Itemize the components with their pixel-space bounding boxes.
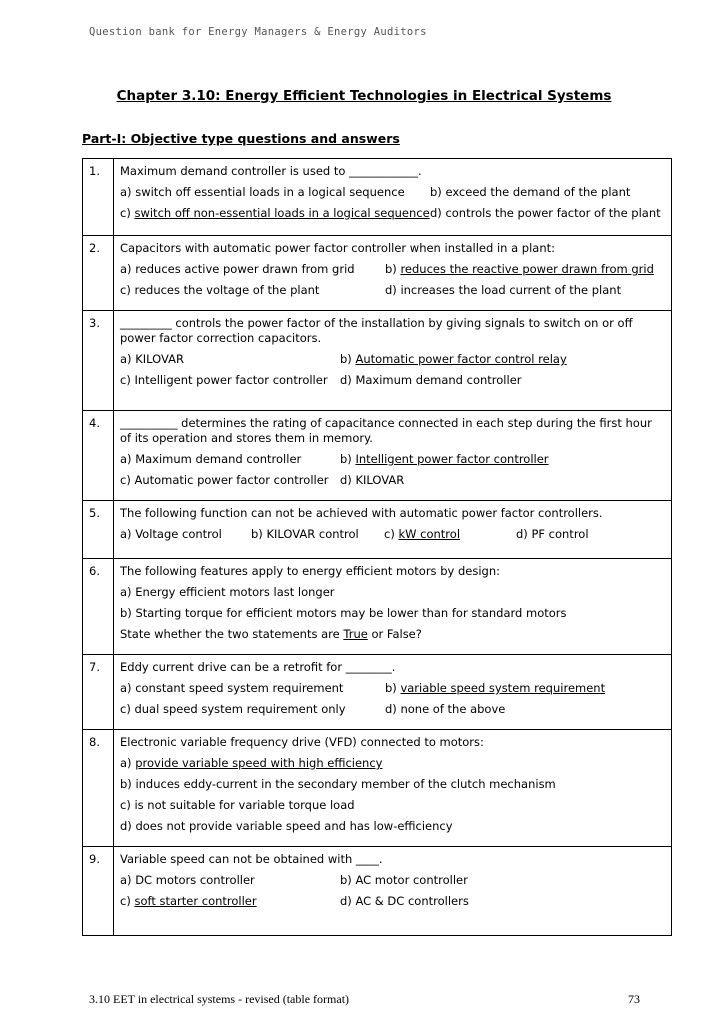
option-letter: a) <box>120 527 136 541</box>
page-footer <box>89 992 640 1007</box>
option-text: soft starter controller <box>134 894 257 908</box>
question-row <box>83 730 672 847</box>
question-text: __________ determines the rating of capacitance connected in each step during the first hour of its operation and stores them in memory. <box>120 416 652 445</box>
answer-option <box>120 262 385 277</box>
question-row <box>83 411 672 501</box>
question-statement: b) Starting torque for efficient motors may be lower than for standard motors <box>120 606 567 620</box>
option-letter: a) <box>120 873 136 887</box>
option-text: Maximum demand controller <box>355 373 522 387</box>
option-letter: d) <box>340 473 356 487</box>
answer-option-correct <box>385 681 605 696</box>
option-text: Voltage control <box>135 527 222 541</box>
question-number: 2. <box>83 236 114 311</box>
option-text: Maximum demand controller <box>135 452 302 466</box>
true-false-prompt <box>120 627 665 642</box>
options-row <box>120 873 665 888</box>
option-letter: a) <box>120 262 136 276</box>
option-text: does not provide variable speed and has low-efficiency <box>135 819 453 833</box>
option-text: is not suitable for variable torque load <box>134 798 355 812</box>
correct-answer: True <box>343 627 368 641</box>
option-text: induces eddy-current in the secondary member of the clutch mechanism <box>135 777 556 791</box>
option-letter: a) <box>120 352 136 366</box>
answer-option-correct <box>120 894 340 909</box>
option-text: reduces active power drawn from grid <box>135 262 355 276</box>
option-letter: d) <box>120 819 136 833</box>
option-letter: c) <box>120 894 135 908</box>
question-text: Electronic variable frequency drive (VFD) connected to motors: <box>120 735 484 749</box>
option-letter: a) <box>120 681 136 695</box>
option-letter: b) <box>340 452 356 466</box>
option-text: Automatic power factor control relay <box>355 352 567 366</box>
options-row <box>120 527 665 542</box>
option-letter: a) <box>120 452 136 466</box>
option-letter: c) <box>120 206 135 220</box>
option-text: AC motor controller <box>355 873 468 887</box>
options-row <box>120 756 665 771</box>
answer-option <box>516 527 589 542</box>
option-text: Automatic power factor controller <box>134 473 329 487</box>
options-row <box>120 681 665 696</box>
answer-option-correct <box>120 206 430 221</box>
question-number: 9. <box>83 847 114 936</box>
question-body <box>114 655 672 730</box>
question-body <box>114 236 672 311</box>
option-letter: b) <box>430 185 446 199</box>
questions-table <box>82 158 672 936</box>
option-text: KILOVAR <box>135 352 184 366</box>
option-letter: b) <box>120 777 136 791</box>
chapter-title: Chapter 3.10: Energy Efficient Technologies in Electrical Systems <box>116 88 612 104</box>
question-number: 3. <box>83 311 114 411</box>
answer-option <box>385 702 505 717</box>
option-text: KILOVAR <box>355 473 405 487</box>
answer-option <box>120 873 340 888</box>
option-letter: d) <box>385 283 401 297</box>
option-text: Intelligent power factor controller <box>134 373 328 387</box>
answer-option-correct <box>340 452 549 467</box>
option-letter: c) <box>120 473 135 487</box>
option-letter: c) <box>120 798 135 812</box>
option-letter: a) <box>120 756 136 770</box>
answer-option <box>430 206 661 221</box>
answer-option-correct <box>385 262 654 277</box>
answer-option <box>340 894 469 909</box>
option-text: KILOVAR control <box>266 527 359 541</box>
option-text: Intelligent power factor controller <box>355 452 549 466</box>
option-text: increases the load current of the plant <box>400 283 622 297</box>
option-text: exceed the demand of the plant <box>445 185 631 199</box>
option-letter: d) <box>340 373 356 387</box>
options-row <box>120 819 665 834</box>
question-text: The following features apply to energy efficient motors by design: <box>120 564 500 578</box>
option-text: none of the above <box>400 702 506 716</box>
answer-option <box>385 283 621 298</box>
answer-option <box>120 373 340 388</box>
question-number: 6. <box>83 559 114 655</box>
question-row <box>83 236 672 311</box>
question-row <box>83 559 672 655</box>
question-body <box>114 411 672 501</box>
question-text: Eddy current drive can be a retrofit for ________. <box>120 660 396 674</box>
option-text: DC motors controller <box>135 873 255 887</box>
answer-option-correct <box>340 352 567 367</box>
options-row <box>120 206 665 221</box>
option-letter: b) <box>340 873 356 887</box>
answer-option <box>120 283 385 298</box>
answer-option <box>340 373 522 388</box>
option-text: constant speed system requirement <box>135 681 344 695</box>
answer-option <box>120 473 340 488</box>
answer-option <box>120 185 430 200</box>
option-text: PF control <box>531 527 589 541</box>
options-row <box>120 352 665 367</box>
question-text: Maximum demand controller is used to ____________. <box>120 164 422 178</box>
answer-option <box>120 798 355 813</box>
question-text: Capacitors with automatic power factor controller when installed in a plant: <box>120 241 556 255</box>
answer-option-correct <box>120 756 382 771</box>
question-row <box>83 159 672 236</box>
option-letter: d) <box>385 702 401 716</box>
answer-option <box>120 681 385 696</box>
question-number: 1. <box>83 159 114 236</box>
question-body <box>114 559 672 655</box>
part-heading: Part-I: Objective type questions and answers <box>82 131 400 146</box>
option-letter: d) <box>430 206 446 220</box>
answer-option <box>120 352 340 367</box>
question-row <box>83 501 672 559</box>
option-letter: b) <box>340 352 356 366</box>
question-text: Variable speed can not be obtained with ____. <box>120 852 383 866</box>
answer-option <box>120 777 556 792</box>
question-number: 8. <box>83 730 114 847</box>
options-row <box>120 373 665 388</box>
options-row <box>120 283 665 298</box>
option-text: switch off non-essential loads in a logical sequence <box>134 206 430 220</box>
page-number: 73 <box>628 992 640 1006</box>
question-number: 5. <box>83 501 114 559</box>
answer-option <box>430 185 630 200</box>
question-body <box>114 311 672 411</box>
question-body <box>114 730 672 847</box>
question-statement: a) Energy efficient motors last longer <box>120 585 335 599</box>
option-text: kW control <box>398 527 461 541</box>
question-row <box>83 847 672 936</box>
answer-option <box>251 527 384 542</box>
option-letter: c) <box>120 373 135 387</box>
option-text: dual speed system requirement only <box>134 702 346 716</box>
option-text: controls the power factor of the plant <box>445 206 661 220</box>
option-letter: d) <box>516 527 532 541</box>
option-text: variable speed system requirement <box>400 681 606 695</box>
answer-option-correct <box>384 527 516 542</box>
options-row <box>120 452 665 467</box>
question-row <box>83 655 672 730</box>
question-text: The following function can not be achieved with automatic power factor controllers. <box>120 506 603 520</box>
option-text: reduces the voltage of the plant <box>134 283 320 297</box>
options-row <box>120 894 665 909</box>
options-row <box>120 262 665 277</box>
option-letter: c) <box>120 283 135 297</box>
option-letter: a) <box>120 185 136 199</box>
option-letter: b) <box>385 262 401 276</box>
option-letter: d) <box>340 894 356 908</box>
options-row <box>120 702 665 717</box>
question-body <box>114 159 672 236</box>
option-letter: c) <box>120 702 135 716</box>
options-row <box>120 473 665 488</box>
running-header: Question bank for Energy Managers & Energy Auditors <box>89 26 427 38</box>
answer-option <box>120 702 385 717</box>
answer-option <box>340 873 468 888</box>
option-text: provide variable speed with high efficiency <box>135 756 383 770</box>
option-letter: b) <box>251 527 267 541</box>
question-text: _________ controls the power factor of the installation by giving signals to switch on or off power factor correction capacitors. <box>120 316 633 345</box>
question-body <box>114 501 672 559</box>
question-number: 7. <box>83 655 114 730</box>
question-body <box>114 847 672 936</box>
option-letter: c) <box>384 527 399 541</box>
prompt-text: State whether the two statements are <box>120 627 344 641</box>
options-row <box>120 798 665 813</box>
option-letter: b) <box>385 681 401 695</box>
footer-doc-name: 3.10 EET in electrical systems - revised (table format) <box>89 992 350 1006</box>
answer-option <box>120 527 251 542</box>
answer-option <box>120 452 340 467</box>
prompt-text: or False? <box>367 627 422 641</box>
question-row <box>83 311 672 411</box>
answer-option <box>340 473 404 488</box>
options-row <box>120 777 665 792</box>
options-row <box>120 185 665 200</box>
answer-option <box>120 819 453 834</box>
question-number: 4. <box>83 411 114 501</box>
option-text: switch off essential loads in a logical sequence <box>135 185 405 199</box>
option-text: AC & DC controllers <box>355 894 469 908</box>
option-text: reduces the reactive power drawn from grid <box>400 262 654 276</box>
